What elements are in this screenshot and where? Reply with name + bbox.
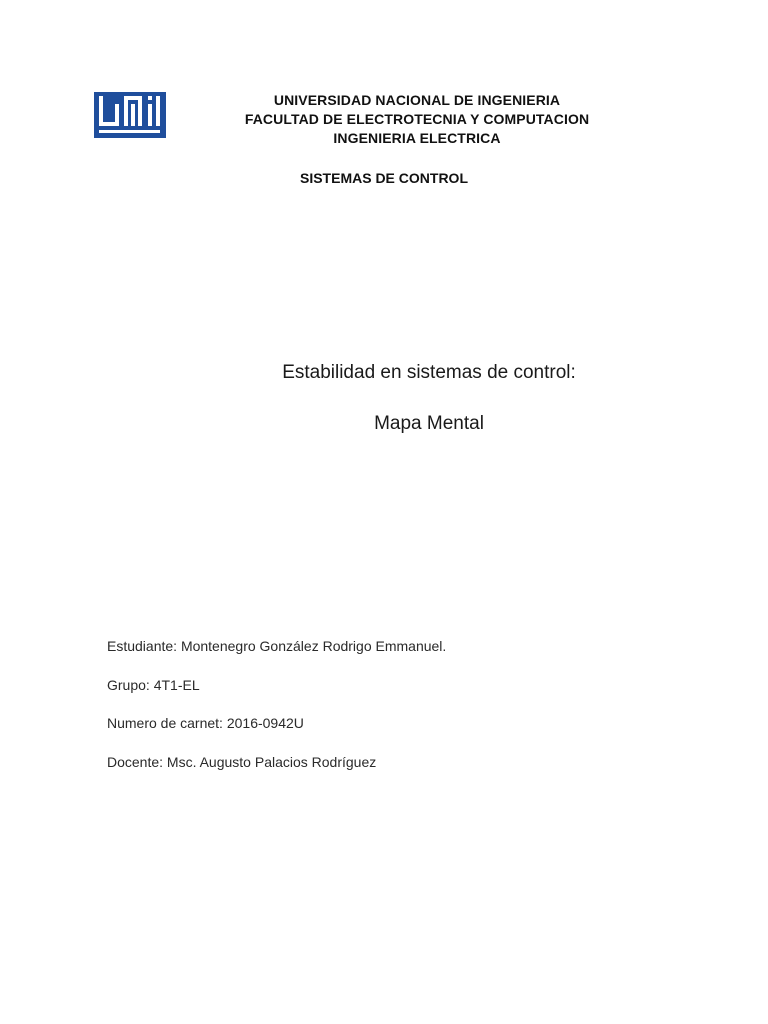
carnet-line: Numero de carnet: 2016-0942U bbox=[107, 715, 304, 731]
university-name: UNIVERSIDAD NACIONAL DE INGENIERIA bbox=[273, 92, 561, 108]
student-line: Estudiante: Montenegro González Rodrigo Emmanuel. bbox=[107, 638, 447, 654]
course-name: SISTEMAS DE CONTROL bbox=[299, 170, 468, 186]
document-title: Estabilidad en sistemas de control: bbox=[282, 362, 576, 383]
group-line: Grupo: 4T1-EL bbox=[107, 677, 200, 693]
program-name: INGENIERIA ELECTRICA bbox=[333, 130, 501, 146]
document-subtitle: Mapa Mental bbox=[374, 413, 484, 434]
faculty-name: FACULTAD DE ELECTROTECNIA Y COMPUTACION bbox=[244, 111, 590, 127]
teacher-line: Docente: Msc. Augusto Palacios Rodríguez bbox=[107, 754, 377, 770]
